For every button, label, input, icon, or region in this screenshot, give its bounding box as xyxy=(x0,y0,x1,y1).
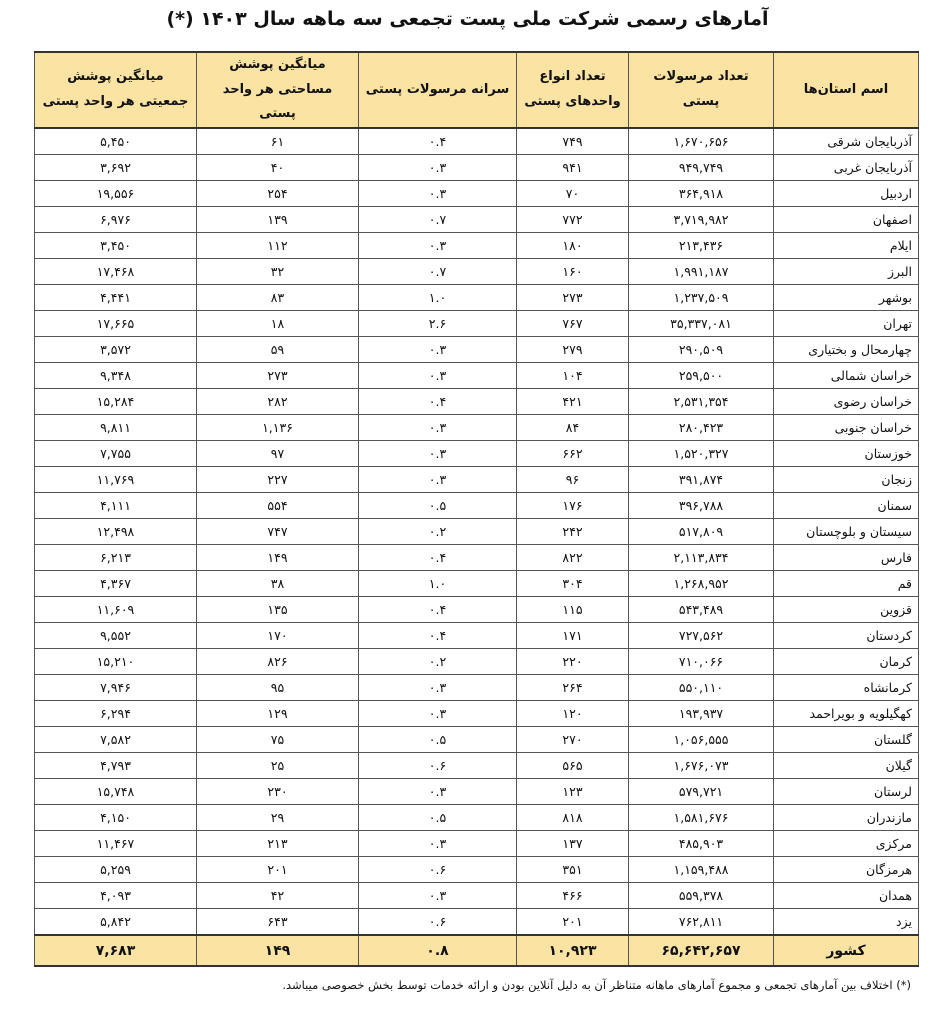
table-row xyxy=(35,909,919,936)
cell-pop-coverage: ۱۵,۲۸۴ xyxy=(35,389,197,415)
cell-parcels: ۱,۲۶۸,۹۵۲ xyxy=(629,571,774,597)
cell-area-coverage: ۲۵ xyxy=(197,753,359,779)
table-row xyxy=(35,285,919,311)
table-row xyxy=(35,571,919,597)
cell-parcels: ۲۸۰,۴۲۳ xyxy=(629,415,774,441)
cell-parcels: ۳۹۱,۸۷۴ xyxy=(629,467,774,493)
cell-area-coverage: ۲۲۷ xyxy=(197,467,359,493)
cell-area-coverage: ۴۰ xyxy=(197,155,359,181)
cell-per-capita: ۰.۴ xyxy=(359,623,517,649)
cell-pop-coverage: ۴,۱۵۰ xyxy=(35,805,197,831)
cell-parcels: ۷۱۰,۰۶۶ xyxy=(629,649,774,675)
cell-parcels: ۱,۵۲۰,۳۲۷ xyxy=(629,441,774,467)
table-row xyxy=(35,181,919,207)
cell-units: ۷۴۹ xyxy=(517,128,629,155)
cell-units: ۱۱۵ xyxy=(517,597,629,623)
cell-area-coverage: ۸۳ xyxy=(197,285,359,311)
cell-area-coverage: ۲۸۲ xyxy=(197,389,359,415)
cell-province: سمنان xyxy=(774,493,919,519)
cell-province: هرمزگان xyxy=(774,857,919,883)
cell-pop-coverage: ۴,۰۹۳ xyxy=(35,883,197,909)
cell-per-capita: ۲.۶ xyxy=(359,311,517,337)
cell-per-capita: ۰.۵ xyxy=(359,493,517,519)
cell-area-coverage: ۲۱۳ xyxy=(197,831,359,857)
cell-area-coverage: ۵۹ xyxy=(197,337,359,363)
cell-area-coverage: ۲۵۴ xyxy=(197,181,359,207)
cell-units: ۱۷۶ xyxy=(517,493,629,519)
cell-per-capita: ۰.۳ xyxy=(359,675,517,701)
cell-per-capita: ۰.۶ xyxy=(359,753,517,779)
cell-parcels: ۴۸۵,۹۰۳ xyxy=(629,831,774,857)
table-row xyxy=(35,623,919,649)
cell-units: ۷۷۲ xyxy=(517,207,629,233)
table-row xyxy=(35,207,919,233)
cell-per-capita: ۰.۲ xyxy=(359,519,517,545)
cell-area-coverage: ۳۲ xyxy=(197,259,359,285)
header-pop-coverage: میانگین پوشش جمعیتی هر واحد پستی xyxy=(35,52,197,128)
cell-area-coverage: ۷۴۷ xyxy=(197,519,359,545)
cell-area-coverage: ۱۱۲ xyxy=(197,233,359,259)
cell-pop-coverage: ۵,۸۴۲ xyxy=(35,909,197,936)
page-title: آمارهای رسمی شرکت ملی پست تجمعی سه ماهه سال ۱۴۰۳ (*) xyxy=(166,8,769,30)
cell-pop-coverage: ۱۵,۷۴۸ xyxy=(35,779,197,805)
table-row xyxy=(35,441,919,467)
cell-per-capita: ۰.۴ xyxy=(359,389,517,415)
cell-units: ۵۶۵ xyxy=(517,753,629,779)
cell-pop-coverage: ۷,۷۵۵ xyxy=(35,441,197,467)
cell-units: ۱۲۳ xyxy=(517,779,629,805)
cell-per-capita: ۱.۰ xyxy=(359,571,517,597)
cell-units: ۲۰۱ xyxy=(517,909,629,936)
table-row xyxy=(35,155,919,181)
statistics-table xyxy=(34,51,919,967)
cell-province: زنجان xyxy=(774,467,919,493)
cell-units: ۸۱۸ xyxy=(517,805,629,831)
cell-pop-coverage: ۷,۵۸۲ xyxy=(35,727,197,753)
cell-area-coverage: ۲۷۳ xyxy=(197,363,359,389)
table-row xyxy=(35,701,919,727)
cell-pop-coverage: ۴,۷۹۳ xyxy=(35,753,197,779)
cell-province: تهران xyxy=(774,311,919,337)
cell-units: ۷۰ xyxy=(517,181,629,207)
cell-province: بوشهر xyxy=(774,285,919,311)
cell-per-capita: ۰.۳ xyxy=(359,155,517,181)
cell-parcels: ۱,۶۷۶,۰۷۳ xyxy=(629,753,774,779)
cell-units: ۲۲۰ xyxy=(517,649,629,675)
cell-pop-coverage: ۱۹,۵۵۶ xyxy=(35,181,197,207)
cell-units: ۴۲۱ xyxy=(517,389,629,415)
cell-per-capita: ۰.۶ xyxy=(359,857,517,883)
cell-parcels: ۲۱۳,۴۳۶ xyxy=(629,233,774,259)
cell-units: ۸۴ xyxy=(517,415,629,441)
cell-pop-coverage: ۹,۵۵۲ xyxy=(35,623,197,649)
table-row xyxy=(35,311,919,337)
cell-units: ۹۶ xyxy=(517,467,629,493)
footnote: (*) اختلاف بین آمارهای تجمعی و مجموع آمارهای ماهانه متناظر آن به دلیل آنلاین بودن و ارائه خدمات توسط بخش خصوصی میباشد. xyxy=(282,978,911,992)
table-row xyxy=(35,493,919,519)
cell-pop-coverage: ۹,۳۴۸ xyxy=(35,363,197,389)
cell-area-coverage: ۸۲۶ xyxy=(197,649,359,675)
cell-parcels: ۱,۱۵۹,۴۸۸ xyxy=(629,857,774,883)
cell-per-capita: ۰.۳ xyxy=(359,363,517,389)
header-row xyxy=(35,52,919,128)
cell-parcels: ۳,۷۱۹,۹۸۲ xyxy=(629,207,774,233)
cell-per-capita: ۰.۵ xyxy=(359,727,517,753)
cell-units: ۱۷۱ xyxy=(517,623,629,649)
cell-pop-coverage: ۱۲,۴۹۸ xyxy=(35,519,197,545)
cell-pop-coverage: ۶,۲۹۴ xyxy=(35,701,197,727)
cell-area-coverage: ۱۷۰ xyxy=(197,623,359,649)
cell-pop-coverage: ۳,۵۷۲ xyxy=(35,337,197,363)
cell-province: کرمان xyxy=(774,649,919,675)
cell-area-coverage: ۱,۱۳۶ xyxy=(197,415,359,441)
cell-pop-coverage: ۴,۳۶۷ xyxy=(35,571,197,597)
cell-pop-coverage: ۱۱,۴۶۷ xyxy=(35,831,197,857)
cell-area-coverage: ۶۴۳ xyxy=(197,909,359,936)
cell-units: ۲۶۴ xyxy=(517,675,629,701)
cell-parcels: ۲,۵۳۱,۳۵۴ xyxy=(629,389,774,415)
total-units: ۱۰,۹۲۳ xyxy=(517,935,629,966)
table-row xyxy=(35,363,919,389)
cell-pop-coverage: ۴,۱۱۱ xyxy=(35,493,197,519)
total-parcels: ۶۵,۶۴۲,۶۵۷ xyxy=(629,935,774,966)
cell-province: سیستان و بلوچستان xyxy=(774,519,919,545)
total-province: کشور xyxy=(774,935,919,966)
cell-province: کهگیلویه و بویراحمد xyxy=(774,701,919,727)
cell-pop-coverage: ۶,۹۷۶ xyxy=(35,207,197,233)
cell-parcels: ۹۴۹,۷۴۹ xyxy=(629,155,774,181)
cell-per-capita: ۰.۳ xyxy=(359,831,517,857)
cell-province: اصفهان xyxy=(774,207,919,233)
cell-province: یزد xyxy=(774,909,919,936)
cell-area-coverage: ۱۴۹ xyxy=(197,545,359,571)
cell-pop-coverage: ۱۱,۷۶۹ xyxy=(35,467,197,493)
cell-area-coverage: ۱۳۵ xyxy=(197,597,359,623)
table-row xyxy=(35,128,919,155)
cell-province: خراسان شمالی xyxy=(774,363,919,389)
cell-units: ۱۲۰ xyxy=(517,701,629,727)
cell-parcels: ۱,۹۹۱,۱۸۷ xyxy=(629,259,774,285)
cell-units: ۳۰۴ xyxy=(517,571,629,597)
cell-province: همدان xyxy=(774,883,919,909)
cell-parcels: ۱,۵۸۱,۶۷۶ xyxy=(629,805,774,831)
cell-province: قزوین xyxy=(774,597,919,623)
cell-units: ۸۲۲ xyxy=(517,545,629,571)
cell-province: آذربایجان غربی xyxy=(774,155,919,181)
cell-per-capita: ۰.۷ xyxy=(359,207,517,233)
cell-per-capita: ۰.۵ xyxy=(359,805,517,831)
table-row xyxy=(35,805,919,831)
cell-province: گلستان xyxy=(774,727,919,753)
cell-area-coverage: ۲۰۱ xyxy=(197,857,359,883)
cell-units: ۱۰۴ xyxy=(517,363,629,389)
cell-units: ۹۴۱ xyxy=(517,155,629,181)
header-province: اسم استان‌ها xyxy=(774,52,919,128)
cell-pop-coverage: ۱۷,۴۶۸ xyxy=(35,259,197,285)
cell-parcels: ۲,۱۱۳,۸۳۴ xyxy=(629,545,774,571)
cell-province: ایلام xyxy=(774,233,919,259)
header-area-coverage: میانگین پوشش مساحتی هر واحد پستی xyxy=(197,52,359,128)
cell-per-capita: ۰.۷ xyxy=(359,259,517,285)
cell-per-capita: ۰.۳ xyxy=(359,701,517,727)
cell-area-coverage: ۱۸ xyxy=(197,311,359,337)
table-row xyxy=(35,519,919,545)
header-units: تعداد انواع واحدهای پستی xyxy=(517,52,629,128)
table-row xyxy=(35,389,919,415)
total-row xyxy=(35,935,919,966)
cell-parcels: ۳۹۶,۷۸۸ xyxy=(629,493,774,519)
table-row xyxy=(35,259,919,285)
cell-province: فارس xyxy=(774,545,919,571)
cell-province: قم xyxy=(774,571,919,597)
cell-pop-coverage: ۱۱,۶۰۹ xyxy=(35,597,197,623)
cell-units: ۲۷۹ xyxy=(517,337,629,363)
cell-per-capita: ۰.۴ xyxy=(359,545,517,571)
cell-per-capita: ۰.۳ xyxy=(359,883,517,909)
header-per-capita: سرانه مرسولات پستی xyxy=(359,52,517,128)
cell-per-capita: ۰.۴ xyxy=(359,597,517,623)
cell-units: ۶۶۲ xyxy=(517,441,629,467)
cell-parcels: ۷۶۲,۸۱۱ xyxy=(629,909,774,936)
cell-pop-coverage: ۱۵,۲۱۰ xyxy=(35,649,197,675)
cell-pop-coverage: ۷,۹۴۶ xyxy=(35,675,197,701)
cell-province: خراسان جنوبی xyxy=(774,415,919,441)
cell-pop-coverage: ۳,۶۹۲ xyxy=(35,155,197,181)
cell-units: ۱۸۰ xyxy=(517,233,629,259)
cell-area-coverage: ۵۵۴ xyxy=(197,493,359,519)
cell-pop-coverage: ۱۷,۶۶۵ xyxy=(35,311,197,337)
cell-province: اردبیل xyxy=(774,181,919,207)
table-body xyxy=(35,128,919,935)
cell-province: چهارمحال و بختیاری xyxy=(774,337,919,363)
cell-units: ۷۶۷ xyxy=(517,311,629,337)
cell-pop-coverage: ۵,۴۵۰ xyxy=(35,128,197,155)
cell-area-coverage: ۴۲ xyxy=(197,883,359,909)
cell-province: کرمانشاه xyxy=(774,675,919,701)
total-area-coverage: ۱۴۹ xyxy=(197,935,359,966)
cell-parcels: ۲۹۰,۵۰۹ xyxy=(629,337,774,363)
table-row xyxy=(35,649,919,675)
cell-province: خوزستان xyxy=(774,441,919,467)
cell-parcels: ۵۷۹,۷۲۱ xyxy=(629,779,774,805)
cell-province: خراسان رضوی xyxy=(774,389,919,415)
cell-area-coverage: ۶۱ xyxy=(197,128,359,155)
cell-pop-coverage: ۳,۴۵۰ xyxy=(35,233,197,259)
table-row xyxy=(35,545,919,571)
cell-province: مرکزی xyxy=(774,831,919,857)
table-row xyxy=(35,857,919,883)
cell-per-capita: ۰.۳ xyxy=(359,233,517,259)
cell-parcels: ۲۵۹,۵۰۰ xyxy=(629,363,774,389)
table-row xyxy=(35,753,919,779)
cell-area-coverage: ۱۳۹ xyxy=(197,207,359,233)
cell-parcels: ۳۵,۳۳۷,۰۸۱ xyxy=(629,311,774,337)
cell-parcels: ۵۴۳,۴۸۹ xyxy=(629,597,774,623)
table-row xyxy=(35,415,919,441)
cell-area-coverage: ۹۵ xyxy=(197,675,359,701)
cell-pop-coverage: ۴,۴۴۱ xyxy=(35,285,197,311)
cell-units: ۳۵۱ xyxy=(517,857,629,883)
total-pop-coverage: ۷,۶۸۳ xyxy=(35,935,197,966)
cell-parcels: ۵۵۰,۱۱۰ xyxy=(629,675,774,701)
cell-parcels: ۱,۲۳۷,۵۰۹ xyxy=(629,285,774,311)
cell-per-capita: ۰.۳ xyxy=(359,779,517,805)
cell-province: مازندران xyxy=(774,805,919,831)
cell-area-coverage: ۹۷ xyxy=(197,441,359,467)
header-parcels: تعداد مرسولات پستی xyxy=(629,52,774,128)
cell-province: کردستان xyxy=(774,623,919,649)
cell-per-capita: ۰.۳ xyxy=(359,181,517,207)
cell-province: آذربایجان شرقی xyxy=(774,128,919,155)
table-row xyxy=(35,675,919,701)
cell-units: ۱۶۰ xyxy=(517,259,629,285)
table-row xyxy=(35,779,919,805)
cell-pop-coverage: ۶,۲۱۳ xyxy=(35,545,197,571)
cell-area-coverage: ۳۸ xyxy=(197,571,359,597)
cell-per-capita: ۰.۳ xyxy=(359,415,517,441)
cell-per-capita: ۰.۶ xyxy=(359,909,517,936)
table-row xyxy=(35,883,919,909)
cell-province: لرستان xyxy=(774,779,919,805)
table-row xyxy=(35,337,919,363)
cell-parcels: ۱,۶۷۰,۶۵۶ xyxy=(629,128,774,155)
cell-province: البرز xyxy=(774,259,919,285)
table-row xyxy=(35,467,919,493)
cell-per-capita: ۱.۰ xyxy=(359,285,517,311)
cell-per-capita: ۰.۳ xyxy=(359,337,517,363)
cell-parcels: ۵۱۷,۸۰۹ xyxy=(629,519,774,545)
cell-units: ۴۶۶ xyxy=(517,883,629,909)
table-row xyxy=(35,233,919,259)
cell-province: گیلان xyxy=(774,753,919,779)
cell-area-coverage: ۷۵ xyxy=(197,727,359,753)
cell-area-coverage: ۲۹ xyxy=(197,805,359,831)
cell-area-coverage: ۲۳۰ xyxy=(197,779,359,805)
cell-units: ۲۴۲ xyxy=(517,519,629,545)
cell-parcels: ۱,۰۵۶,۵۵۵ xyxy=(629,727,774,753)
cell-pop-coverage: ۹,۸۱۱ xyxy=(35,415,197,441)
cell-per-capita: ۰.۳ xyxy=(359,441,517,467)
cell-parcels: ۵۵۹,۳۷۸ xyxy=(629,883,774,909)
cell-area-coverage: ۱۲۹ xyxy=(197,701,359,727)
cell-units: ۱۳۷ xyxy=(517,831,629,857)
total-per-capita: ۰.۸ xyxy=(359,935,517,966)
cell-pop-coverage: ۵,۲۵۹ xyxy=(35,857,197,883)
table-row xyxy=(35,597,919,623)
cell-parcels: ۱۹۳,۹۳۷ xyxy=(629,701,774,727)
cell-units: ۲۷۰ xyxy=(517,727,629,753)
cell-parcels: ۷۲۷,۵۶۲ xyxy=(629,623,774,649)
cell-per-capita: ۰.۲ xyxy=(359,649,517,675)
cell-units: ۲۷۳ xyxy=(517,285,629,311)
table-row xyxy=(35,831,919,857)
cell-parcels: ۳۶۴,۹۱۸ xyxy=(629,181,774,207)
cell-per-capita: ۰.۴ xyxy=(359,128,517,155)
cell-per-capita: ۰.۳ xyxy=(359,467,517,493)
table-row xyxy=(35,727,919,753)
